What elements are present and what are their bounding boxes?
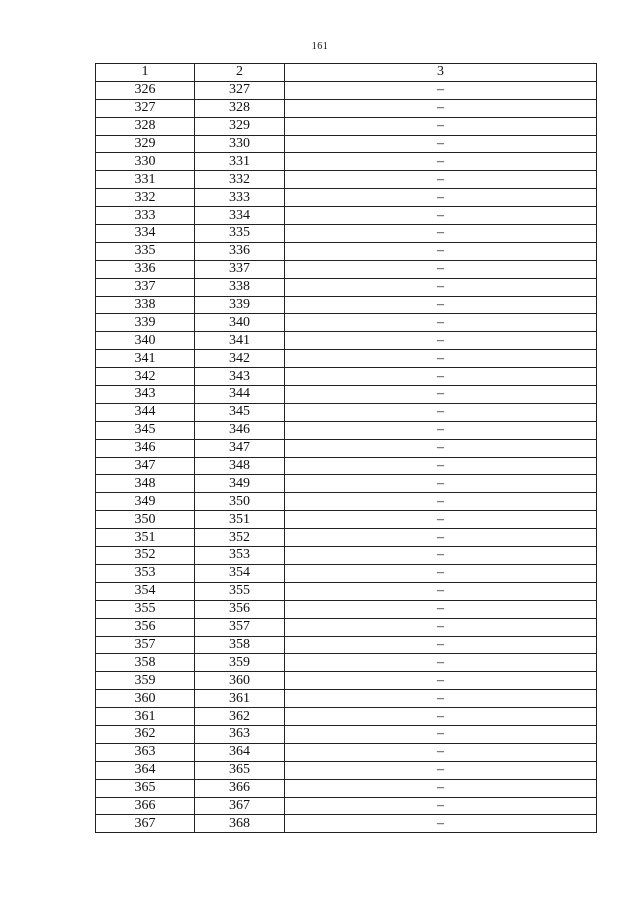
table-cell-col-3: – bbox=[285, 815, 597, 833]
table-cell-col-3: – bbox=[285, 189, 597, 207]
table-row bbox=[96, 761, 597, 779]
table-row bbox=[96, 725, 597, 743]
table-cell-col-1: 346 bbox=[96, 439, 195, 457]
table-row bbox=[96, 278, 597, 296]
table-cell-col-2: 358 bbox=[195, 636, 285, 654]
table-cell-col-2: 349 bbox=[195, 475, 285, 493]
table-cell-col-1: 355 bbox=[96, 600, 195, 618]
table-cell-col-2: 338 bbox=[195, 278, 285, 296]
table-cell-col-3: – bbox=[285, 171, 597, 189]
table-row bbox=[96, 690, 597, 708]
table-cell-col-2: 328 bbox=[195, 99, 285, 117]
table-cell-col-3: – bbox=[285, 797, 597, 815]
table-cell-col-3: – bbox=[285, 260, 597, 278]
table-cell-col-1: 352 bbox=[96, 547, 195, 565]
table-cell-col-3: – bbox=[285, 242, 597, 260]
table-cell-col-3: – bbox=[285, 511, 597, 529]
page-number: 161 bbox=[311, 41, 329, 52]
table-cell-col-1: 328 bbox=[96, 117, 195, 135]
table-cell-col-3: – bbox=[285, 117, 597, 135]
table-cell-col-1: 363 bbox=[96, 743, 195, 761]
table-cell-col-1: 348 bbox=[96, 475, 195, 493]
table-row bbox=[96, 296, 597, 314]
table-cell-col-1: 359 bbox=[96, 672, 195, 690]
table-cell-col-1: 360 bbox=[96, 690, 195, 708]
table-cell-col-2: 339 bbox=[195, 296, 285, 314]
table-cell-col-1: 340 bbox=[96, 332, 195, 350]
column-header-1: 1 bbox=[96, 64, 195, 82]
table-cell-col-2: 364 bbox=[195, 743, 285, 761]
table-cell-col-1: 354 bbox=[96, 582, 195, 600]
table-row bbox=[96, 332, 597, 350]
table-row bbox=[96, 564, 597, 582]
table-row bbox=[96, 547, 597, 565]
table-cell-col-3: – bbox=[285, 386, 597, 404]
table-cell-col-3: – bbox=[285, 99, 597, 117]
table-cell-col-2: 348 bbox=[195, 457, 285, 475]
table-cell-col-1: 329 bbox=[96, 135, 195, 153]
table-cell-col-2: 351 bbox=[195, 511, 285, 529]
table-cell-col-2: 327 bbox=[195, 81, 285, 99]
table-row bbox=[96, 815, 597, 833]
table-cell-col-3: – bbox=[285, 743, 597, 761]
table-cell-col-1: 347 bbox=[96, 457, 195, 475]
table-cell-col-2: 334 bbox=[195, 207, 285, 225]
table-cell-col-3: – bbox=[285, 708, 597, 726]
table-cell-col-2: 341 bbox=[195, 332, 285, 350]
table-cell-col-3: – bbox=[285, 457, 597, 475]
table-cell-col-3: – bbox=[285, 296, 597, 314]
table-cell-col-1: 353 bbox=[96, 564, 195, 582]
table-cell-col-3: – bbox=[285, 81, 597, 99]
table-body bbox=[96, 81, 597, 832]
table-cell-col-3: – bbox=[285, 493, 597, 511]
table-row bbox=[96, 403, 597, 421]
table-row bbox=[96, 708, 597, 726]
table-row bbox=[96, 743, 597, 761]
table-row bbox=[96, 207, 597, 225]
table-row bbox=[96, 386, 597, 404]
table-cell-col-1: 345 bbox=[96, 421, 195, 439]
table-row bbox=[96, 493, 597, 511]
table-cell-col-3: – bbox=[285, 547, 597, 565]
table-cell-col-1: 356 bbox=[96, 618, 195, 636]
table-cell-col-1: 350 bbox=[96, 511, 195, 529]
table-row bbox=[96, 242, 597, 260]
table-cell-col-2: 344 bbox=[195, 386, 285, 404]
table-cell-col-2: 366 bbox=[195, 779, 285, 797]
table-cell-col-2: 331 bbox=[195, 153, 285, 171]
table-cell-col-3: – bbox=[285, 350, 597, 368]
table-cell-col-2: 332 bbox=[195, 171, 285, 189]
table-cell-col-3: – bbox=[285, 725, 597, 743]
table-header-row bbox=[96, 64, 597, 82]
table-cell-col-1: 351 bbox=[96, 529, 195, 547]
table-cell-col-1: 327 bbox=[96, 99, 195, 117]
table-cell-col-2: 343 bbox=[195, 368, 285, 386]
table-cell-col-2: 353 bbox=[195, 547, 285, 565]
table-cell-col-1: 334 bbox=[96, 225, 195, 243]
table-cell-col-2: 347 bbox=[195, 439, 285, 457]
table-row bbox=[96, 153, 597, 171]
table-cell-col-3: – bbox=[285, 421, 597, 439]
table-cell-col-1: 332 bbox=[96, 189, 195, 207]
table-row bbox=[96, 779, 597, 797]
table-row bbox=[96, 171, 597, 189]
table-cell-col-3: – bbox=[285, 207, 597, 225]
table-row bbox=[96, 529, 597, 547]
table-row bbox=[96, 260, 597, 278]
table-row bbox=[96, 672, 597, 690]
table-cell-col-3: – bbox=[285, 278, 597, 296]
table-cell-col-2: 352 bbox=[195, 529, 285, 547]
table-cell-col-1: 335 bbox=[96, 242, 195, 260]
table-cell-col-1: 331 bbox=[96, 171, 195, 189]
table-row bbox=[96, 439, 597, 457]
table-cell-col-3: – bbox=[285, 153, 597, 171]
table-cell-col-1: 364 bbox=[96, 761, 195, 779]
table-cell-col-3: – bbox=[285, 600, 597, 618]
table-cell-col-2: 342 bbox=[195, 350, 285, 368]
table-cell-col-3: – bbox=[285, 475, 597, 493]
table-cell-col-2: 330 bbox=[195, 135, 285, 153]
table-cell-col-3: – bbox=[285, 636, 597, 654]
table-row bbox=[96, 99, 597, 117]
column-header-3: 3 bbox=[285, 64, 597, 82]
table-cell-col-2: 357 bbox=[195, 618, 285, 636]
table-cell-col-3: – bbox=[285, 582, 597, 600]
table-row bbox=[96, 475, 597, 493]
table-cell-col-1: 362 bbox=[96, 725, 195, 743]
table-row bbox=[96, 117, 597, 135]
table-cell-col-2: 345 bbox=[195, 403, 285, 421]
table-cell-col-2: 359 bbox=[195, 654, 285, 672]
table-cell-col-2: 346 bbox=[195, 421, 285, 439]
table-cell-col-2: 333 bbox=[195, 189, 285, 207]
table-cell-col-2: 361 bbox=[195, 690, 285, 708]
table-cell-col-1: 330 bbox=[96, 153, 195, 171]
table-cell-col-1: 338 bbox=[96, 296, 195, 314]
table-cell-col-3: – bbox=[285, 225, 597, 243]
table-cell-col-2: 336 bbox=[195, 242, 285, 260]
table-cell-col-2: 363 bbox=[195, 725, 285, 743]
table-cell-col-2: 356 bbox=[195, 600, 285, 618]
table-row bbox=[96, 511, 597, 529]
table-row bbox=[96, 314, 597, 332]
table-cell-col-2: 335 bbox=[195, 225, 285, 243]
table-cell-col-1: 341 bbox=[96, 350, 195, 368]
table-cell-col-3: – bbox=[285, 779, 597, 797]
table-cell-col-2: 337 bbox=[195, 260, 285, 278]
table-cell-col-3: – bbox=[285, 314, 597, 332]
table-cell-col-1: 326 bbox=[96, 81, 195, 99]
table-cell-col-1: 349 bbox=[96, 493, 195, 511]
table-row bbox=[96, 81, 597, 99]
table-cell-col-1: 343 bbox=[96, 386, 195, 404]
table-row bbox=[96, 225, 597, 243]
column-header-2: 2 bbox=[195, 64, 285, 82]
table-cell-col-1: 333 bbox=[96, 207, 195, 225]
table-cell-col-1: 339 bbox=[96, 314, 195, 332]
table-cell-col-3: – bbox=[285, 529, 597, 547]
table-cell-col-2: 360 bbox=[195, 672, 285, 690]
table-cell-col-1: 365 bbox=[96, 779, 195, 797]
table-row bbox=[96, 457, 597, 475]
table-cell-col-3: – bbox=[285, 135, 597, 153]
table-cell-col-3: – bbox=[285, 403, 597, 421]
table-row bbox=[96, 618, 597, 636]
table-cell-col-3: – bbox=[285, 761, 597, 779]
table-row bbox=[96, 797, 597, 815]
table-cell-col-2: 350 bbox=[195, 493, 285, 511]
table-cell-col-2: 362 bbox=[195, 708, 285, 726]
table-cell-col-1: 366 bbox=[96, 797, 195, 815]
table-cell-col-2: 340 bbox=[195, 314, 285, 332]
table-row bbox=[96, 189, 597, 207]
table-cell-col-2: 365 bbox=[195, 761, 285, 779]
table-cell-col-3: – bbox=[285, 618, 597, 636]
table-cell-col-2: 354 bbox=[195, 564, 285, 582]
table-cell-col-3: – bbox=[285, 654, 597, 672]
table-cell-col-1: 367 bbox=[96, 815, 195, 833]
table-cell-col-3: – bbox=[285, 564, 597, 582]
table-cell-col-1: 361 bbox=[96, 708, 195, 726]
table-cell-col-3: – bbox=[285, 368, 597, 386]
table-cell-col-2: 367 bbox=[195, 797, 285, 815]
table-cell-col-3: – bbox=[285, 439, 597, 457]
table-cell-col-1: 342 bbox=[96, 368, 195, 386]
table-row bbox=[96, 350, 597, 368]
table-cell-col-1: 337 bbox=[96, 278, 195, 296]
table-row bbox=[96, 368, 597, 386]
table-row bbox=[96, 654, 597, 672]
table-cell-col-1: 336 bbox=[96, 260, 195, 278]
table-cell-col-2: 329 bbox=[195, 117, 285, 135]
table-row bbox=[96, 636, 597, 654]
table-header bbox=[96, 64, 597, 82]
table-cell-col-1: 357 bbox=[96, 636, 195, 654]
table-cell-col-3: – bbox=[285, 672, 597, 690]
table-cell-col-2: 368 bbox=[195, 815, 285, 833]
table-row bbox=[96, 600, 597, 618]
table-row bbox=[96, 421, 597, 439]
table-cell-col-2: 355 bbox=[195, 582, 285, 600]
table-row bbox=[96, 135, 597, 153]
table-cell-col-3: – bbox=[285, 690, 597, 708]
table-cell-col-1: 358 bbox=[96, 654, 195, 672]
table-row bbox=[96, 582, 597, 600]
table-cell-col-3: – bbox=[285, 332, 597, 350]
data-table bbox=[95, 63, 597, 833]
table-cell-col-1: 344 bbox=[96, 403, 195, 421]
